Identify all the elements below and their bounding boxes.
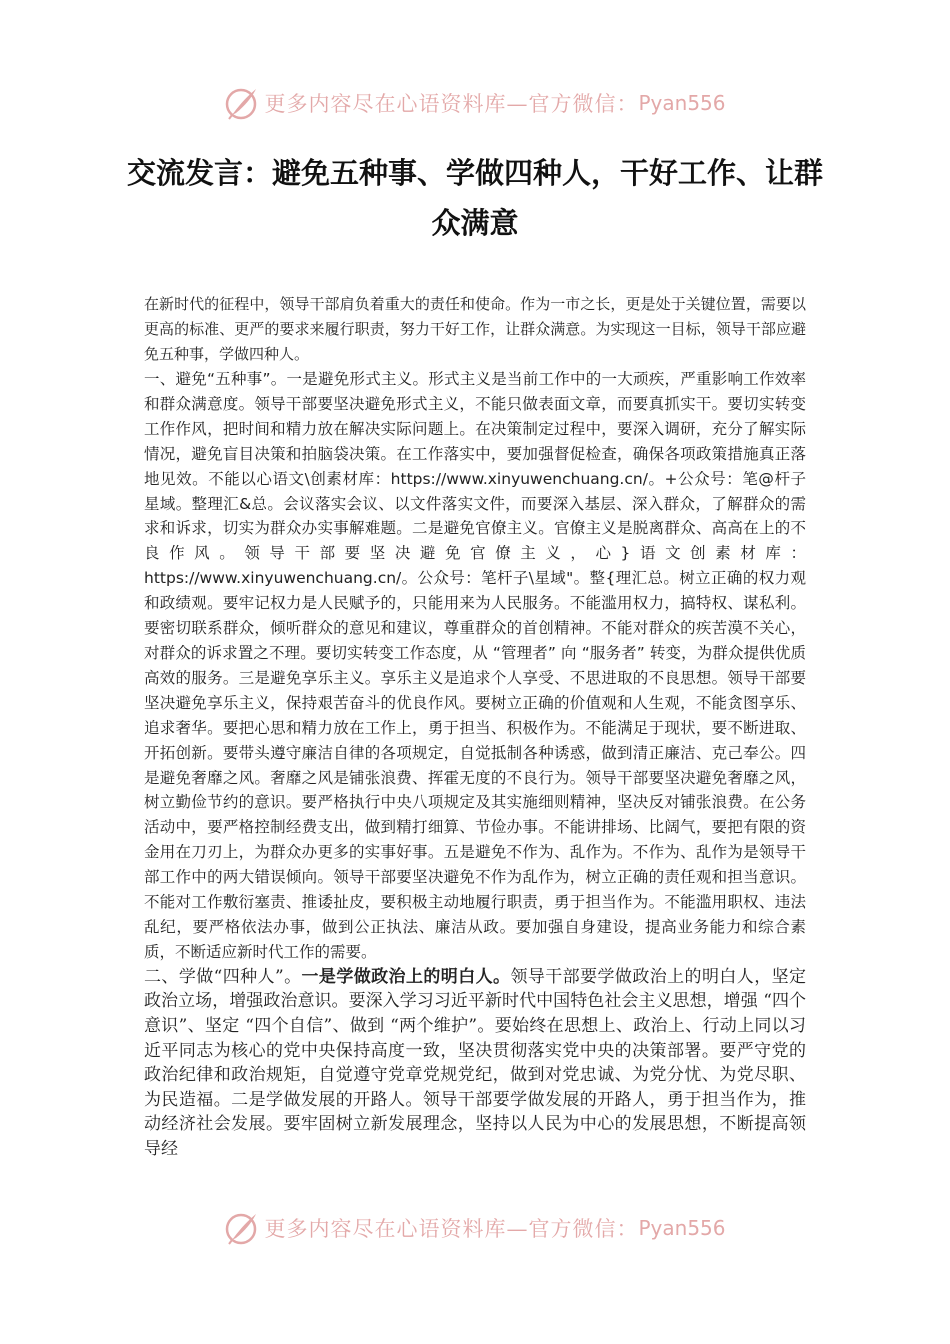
- section-2-text: 领导干部要学做政治上的明白人，坚定政治立场，增强政治意识。要深入学习习近平新时代中国特色社会主义思想，增强 “四个意识”、坚定 “四个自信”、做到 “两个维护”。要始终在思想上、政治上、行动上同以习近平同志为核心的党中央保持高度一致，坚决贯彻落实党中央的决策部署。要严守党的政治纪律和政治规矩，自觉遵守党章党规党纪，做到对党忠诚、为党分忧、为党尽职、为民造福。二是学做发展的开路人。领导干部要学做发展的开路人，勇于担当作为，推动经济社会发展。要牢固树立新发展理念，坚持以人民为中心的发展思想，不断提高领导经: [144, 966, 807, 1159]
- watermark-banner-top: [0, 82, 950, 124]
- watermark-wechat-id: Pyan556: [638, 1216, 726, 1240]
- section-1-paragraph: 一、避免“五种事”。一是避免形式主义。形式主义是当前工作中的一大顽疾，严重影响工作效率和群众满意度。领导干部要坚决避免形式主义，不能只做表面文章，而要真抓实干。要切实转变工作作风，把时间和精力放在解决实际问题上。在决策制定过程中，要深入调研，充分了解实际情况，避免盲目决策和拍脑袋决策。在工作落实中，要加强督促检查，确保各项政策措施真正落地见效。不能以心语文\创素材库：https://www.xinyuwenchuang.cn/。+公众号：笔@杆子星域。整理汇&总。会议落实会议、以文件落实文件，而要深入基层、深入群众，了解群众的需求和诉求，切实为群众办实事解难题。二是避免官僚主义。官僚主义是脱离群众、高高在上的不良作风。领导干部要坚决避免官僚主义，心}语文创素材库：https://www.xinyuwenchuang.cn/。公众号：笔杆子\星域"。整{理汇总。树立正确的权力观和政绩观。要牢记权力是人民赋予的，只能用来为人民服务。不能滥用权力，搞特权、谋私利。要密切联系群众，倾听群众的意见和建议，尊重群众的首创精神。不能对群众的疾苦漠不关心，对群众的诉求置之不理。要切实转变工作态度，从 “管理者” 向 “服务者” 转变，为群众提供优质高效的服务。三是避免享乐主义。享乐主义是追求个人享受、不思进取的不良思想。领导干部要坚决避免享乐主义，保持艰苦奋斗的优良作风。要树立正确的价值观和人生观，不能贪图享乐、追求奢华。要把心思和精力放在工作上，勇于担当、积极作为。不能满足于现状，要不断进取、开拓创新。要带头遵守廉洁自律的各项规定，自觉抵制各种诱惑，做到清正廉洁、克己奉公。四是避免奢靡之风。奢靡之风是铺张浪费、挥霍无度的不良行为。领导干部要坚决避免奢靡之风，树立勤俭节约的意识。要严格执行中央八项规定及其实施细则精神，坚决反对铺张浪费。在公务活动中，要严格控制经费支出，做到精打细算、节俭办事。不能讲排场、比阔气，要把有限的资金用在刀刃上，为群众办更多的实事好事。五是避免不作为、乱作为。不作为、乱作为是领导干部工作中的两大错误倾向。领导干部要坚决避免不作为乱作为，树立正确的责任观和担当意识。不能对工作敷衍塞责、推诿扯皮，要积极主动地履行职责，勇于担当作为。不能滥用职权、违法乱纪，要严格依法办事，做到公正执法、廉洁从政。要加强自身建设，提高业务能力和综合素质，不断适应新时代工作的需要。: [144, 370, 806, 961]
- watermark-banner-bottom: [0, 1207, 950, 1249]
- section-2-lead: 二、学做“四种人”。: [144, 966, 302, 987]
- section-2-bold-heading: 一是学做政治上的明白人。: [301, 966, 511, 987]
- intro-paragraph: 在新时代的征程中，领导干部肩负着重大的责任和使命。作为一市之长，更是处于关键位置，需要以更高的标准、更严的要求来履行职责，努力干好工作，让群众满意。为实现这一目标，领导干部应避免五种事，学做四种人。: [144, 295, 806, 363]
- watermark-text: 更多内容尽在心语资料库—官方微信：: [264, 1217, 639, 1241]
- document-body: [144, 292, 806, 1162]
- quill-logo-icon: [224, 85, 260, 121]
- watermark-wechat-id: Pyan556: [638, 91, 726, 115]
- watermark-text: 更多内容尽在心语资料库—官方微信：: [264, 92, 639, 116]
- section-2-paragraph: [144, 965, 806, 1162]
- quill-logo-icon: [224, 1210, 260, 1246]
- page-title: 交流发言：避免五种事、学做四种人，干好工作、让群众满意: [126, 156, 823, 240]
